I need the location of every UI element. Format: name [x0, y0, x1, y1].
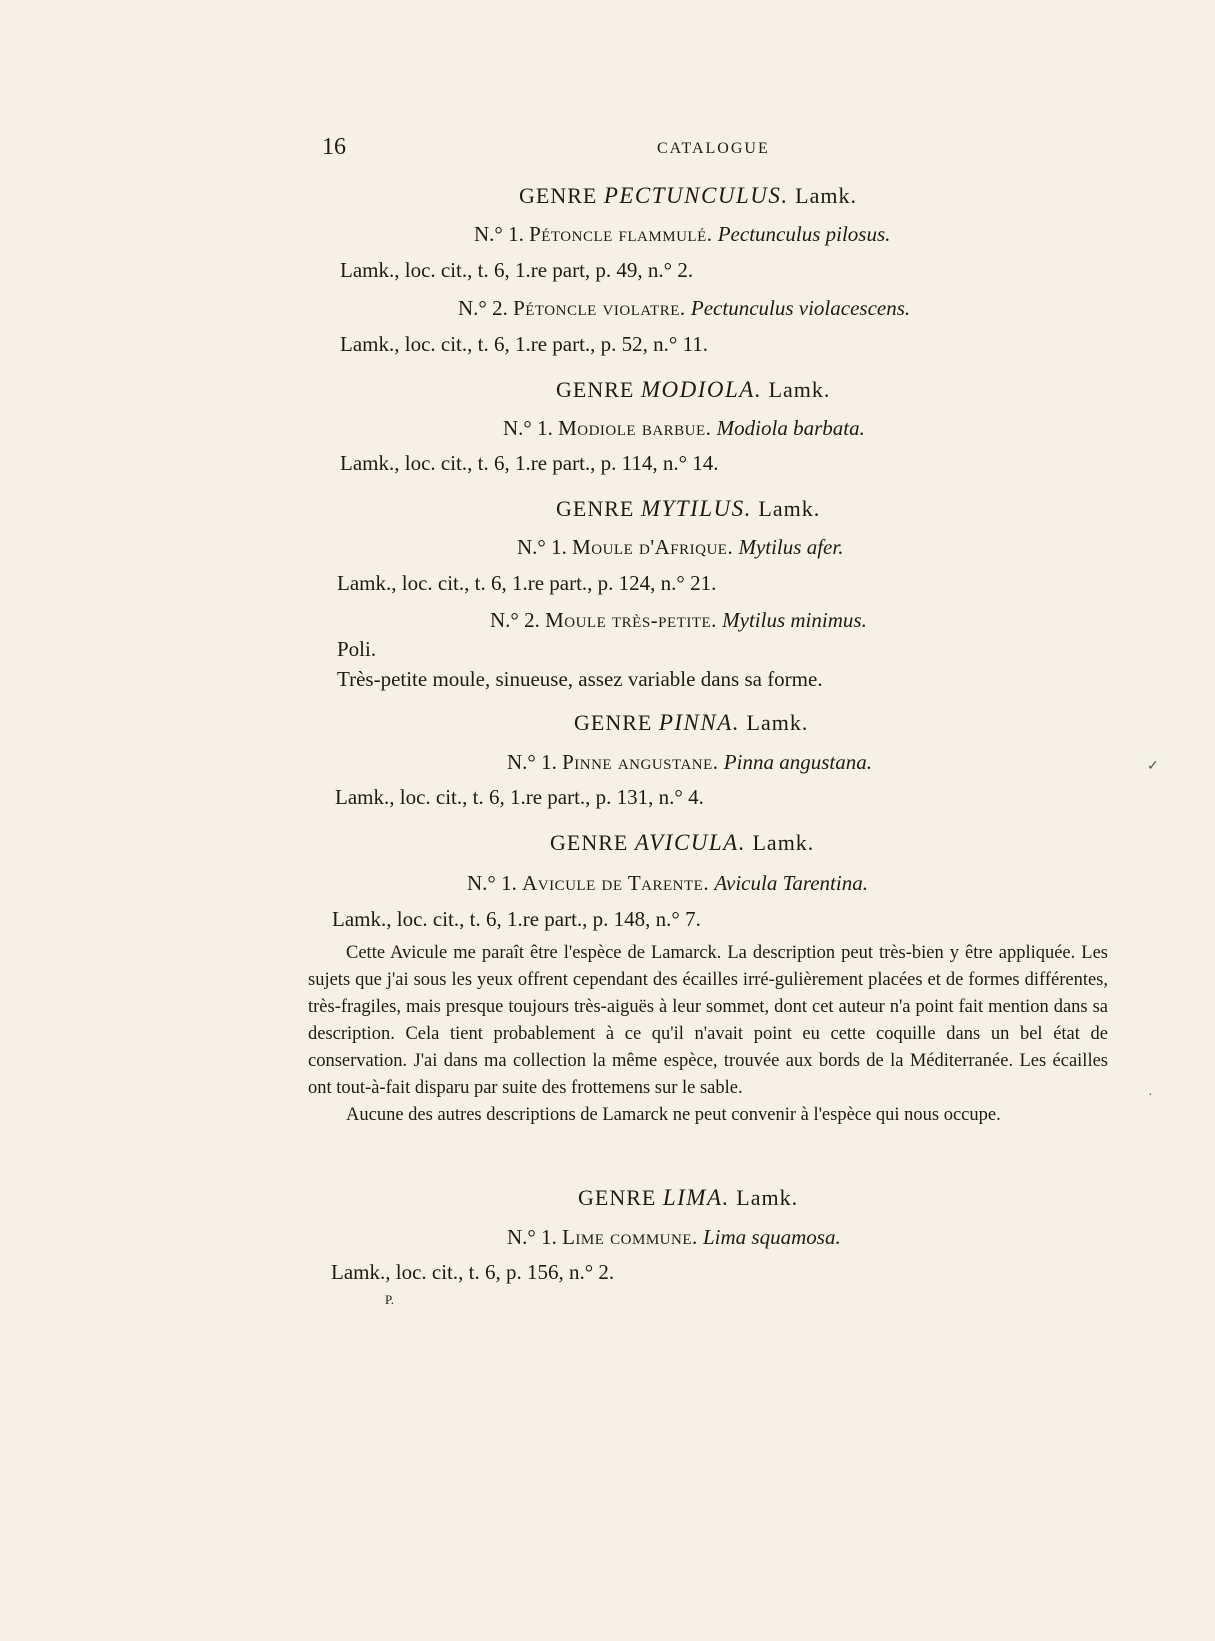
genre-heading-avicula	[550, 830, 814, 856]
entry-header	[517, 534, 843, 560]
genre-heading-mytilus	[556, 496, 820, 522]
entry-common-name: Pinne angustane.	[562, 750, 719, 774]
genre-name: LIMA.	[662, 1185, 730, 1210]
genre-heading-pinna	[574, 710, 808, 736]
genre-heading-lima	[578, 1185, 798, 1211]
page-number: 16	[322, 134, 346, 160]
entry-number: N.° 1.	[507, 1225, 557, 1249]
entry-latin-name: Mytilus afer.	[738, 535, 844, 559]
entry-header	[503, 415, 865, 441]
paragraph: Cette Avicule me paraît être l'espèce de Lamarck. La description peut très-bien y être appliquée. Les sujets que j'ai sous les yeux offrent cependant des écailles irré-gulièrement placées et de formes différentes, très-fragiles, mais presque toujours très-aiguës à leur sommet, dont cet auteur n'a point fait mention dans sa description. Cela tient probablement à ce qu'il n'avait point eu cette coquille dans un bel état de conservation. J'ai dans ma collection la même espèce, trouvée aux bords de la Méditerranée. Les écailles ont tout-à-fait disparu par suite des frottemens sur le sable.	[308, 943, 1108, 1098]
genre-author: Lamk.	[758, 496, 821, 521]
entry-number: N.° 2.	[458, 296, 508, 320]
entry-number: N.° 1.	[507, 750, 557, 774]
entry-latin-name: Mytilus minimus.	[722, 608, 867, 632]
entry-latin-name: Avicula Tarentina.	[714, 871, 868, 895]
genre-name: AVICULA.	[634, 830, 746, 855]
entry-header	[467, 870, 868, 896]
entry-reference: Lamk., loc. cit., t. 6, 1.re part., p. 52, n.° 11.	[340, 332, 709, 356]
running-title: CATALOGUE	[657, 140, 770, 157]
genre-heading-pectunculus	[519, 183, 857, 209]
entry-reference: Lamk., loc. cit., t. 6, 1.re part., p. 131, n.° 4.	[335, 785, 704, 809]
entry-latin-name: Pectunculus violacescens.	[690, 296, 911, 320]
signature-mark: P.	[385, 1292, 395, 1307]
entry-reference: Lamk., loc. cit., t. 6, 1.re part, p. 49, n.° 2.	[340, 258, 694, 282]
entry-number: N.° 1.	[517, 535, 567, 559]
genre-author: Lamk.	[736, 1185, 799, 1210]
genre-author: Lamk.	[795, 183, 857, 208]
entry-common-name: Modiole barbue.	[558, 416, 712, 440]
genre-name: PINNA.	[658, 710, 741, 735]
genre-label: GENRE	[550, 830, 629, 855]
entry-latin-name: Pectunculus pilosus.	[717, 222, 891, 246]
entry-common-name: Moule d'Afrique.	[572, 535, 734, 559]
avicula-description	[308, 940, 1108, 1129]
entry-latin-name: Lima squamosa.	[703, 1225, 841, 1249]
entry-common-name: Avicule de Tarente.	[522, 871, 710, 895]
genre-name: PECTUNCULUS.	[603, 183, 789, 208]
margin-dot-mark: ·	[1148, 1088, 1153, 1103]
paragraph: Aucune des autres descriptions de Lamarck ne peut convenir à l'espèce qui nous occupe.	[346, 1105, 1001, 1125]
entry-common-name: Lime commune.	[562, 1225, 698, 1249]
genre-label: GENRE	[556, 377, 635, 402]
entry-common-name: Pétoncle flammulé.	[529, 222, 713, 246]
genre-heading-modiola	[556, 377, 830, 403]
entry-reference: Poli.	[337, 637, 377, 661]
entry-number: N.° 1.	[474, 222, 524, 246]
genre-label: GENRE	[574, 710, 653, 735]
entry-number: N.° 1.	[503, 416, 553, 440]
entry-reference: Lamk., loc. cit., t. 6, 1.re part., p. 114, n.° 14.	[340, 451, 719, 475]
genre-label: GENRE	[556, 496, 635, 521]
entry-number: N.° 2.	[490, 608, 540, 632]
entry-latin-name: Modiola barbata.	[716, 416, 865, 440]
entry-header	[458, 295, 910, 321]
entry-number: N.° 1.	[467, 871, 517, 895]
entry-latin-name: Pinna angustana.	[723, 750, 872, 774]
entry-header	[507, 1224, 841, 1250]
page-header	[322, 134, 882, 164]
margin-tick-mark: ✓	[1147, 759, 1159, 774]
genre-label: GENRE	[578, 1185, 657, 1210]
entry-common-name: Pétoncle violatre.	[513, 296, 686, 320]
entry-common-name: Moule très-petite.	[545, 608, 717, 632]
entry-header	[474, 221, 890, 247]
entry-header	[507, 749, 872, 775]
genre-name: MYTILUS.	[640, 496, 752, 521]
genre-author: Lamk.	[752, 830, 815, 855]
entry-reference: Lamk., loc. cit., t. 6, 1.re part., p. 148, n.° 7.	[332, 907, 701, 931]
entry-note: Très-petite moule, sinueuse, assez variable dans sa forme.	[337, 667, 823, 691]
genre-author: Lamk.	[746, 710, 809, 735]
entry-reference: Lamk., loc. cit., t. 6, p. 156, n.° 2.	[331, 1260, 615, 1284]
genre-author: Lamk.	[768, 377, 831, 402]
genre-label: GENRE	[519, 183, 598, 208]
genre-name: MODIOLA.	[640, 377, 763, 402]
entry-header	[490, 607, 867, 633]
entry-reference: Lamk., loc. cit., t. 6, 1.re part., p. 124, n.° 21.	[337, 571, 717, 595]
